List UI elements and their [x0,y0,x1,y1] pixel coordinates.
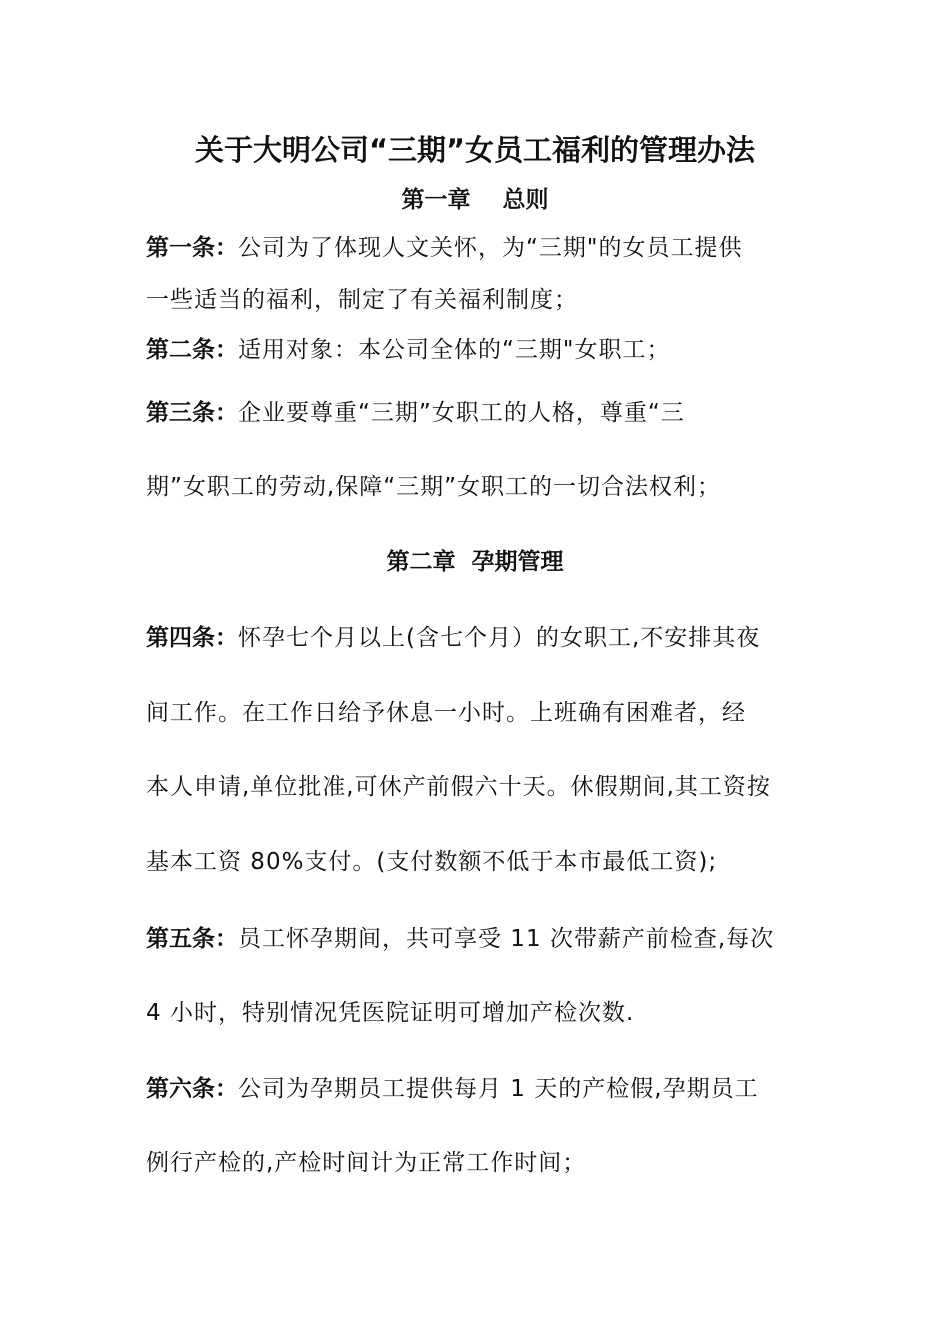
article-4-text: 怀孕七个月以上(含七个月）的女职工,不安排其夜 [238,625,761,651]
article-3-text: 企业要尊重“三期”女职工的人格，尊重“三 [238,400,685,426]
article-2-line-1 [146,334,671,366]
article-6-label: 第六条： [146,1076,238,1102]
article-5-label: 第五条： [146,926,238,952]
article-6-line-2: 例行产检的,产检时间计为正常工作时间； [146,1150,587,1176]
article-4-line-1 [146,622,760,654]
article-4-line-2: 间工作。在工作日给予休息一小时。上班确有困难者，经 [146,700,746,726]
article-1-text: 公司为了体现人文关怀，为“三期"的女员工提供 [238,235,743,261]
article-4-label: 第四条： [146,625,238,651]
article-5-line-2: 4 小时，特别情况凭医院证明可增加产检次数. [146,1000,635,1026]
chapter-1-heading: 第一章 总则 [401,187,549,213]
article-2-label: 第二条： [146,337,238,363]
article-1-line-1 [146,232,743,264]
article-1-line-2: 一些适当的福利，制定了有关福利制度； [146,287,578,313]
article-4-line-4: 基本工资 80%支付。(支付数额不低于本市最低工资); [146,849,718,875]
article-3-label: 第三条： [146,400,238,426]
article-3-line-2: 期”女职工的劳动,保障“三期”女职工的一切合法权利； [146,474,722,500]
article-6-line-1 [146,1073,759,1105]
article-5-text: 员工怀孕期间，共可享受 11 次带薪产前检查,每次 [238,926,775,952]
chapter-2-heading: 第二章 孕期管理 [386,549,564,575]
article-1-label: 第一条： [146,235,238,261]
article-5-line-1 [146,923,774,955]
article-4-line-3: 本人申请,单位批准,可休产前假六十天。休假期间,其工资按 [146,774,771,800]
document-title: 关于大明公司“三期”女员工福利的管理办法 [194,133,756,167]
article-2-text: 适用对象：本公司全体的“三期"女职工； [238,337,671,363]
article-3-line-1 [146,397,685,429]
article-6-text: 公司为孕期员工提供每月 1 天的产检假,孕期员工 [238,1076,759,1102]
